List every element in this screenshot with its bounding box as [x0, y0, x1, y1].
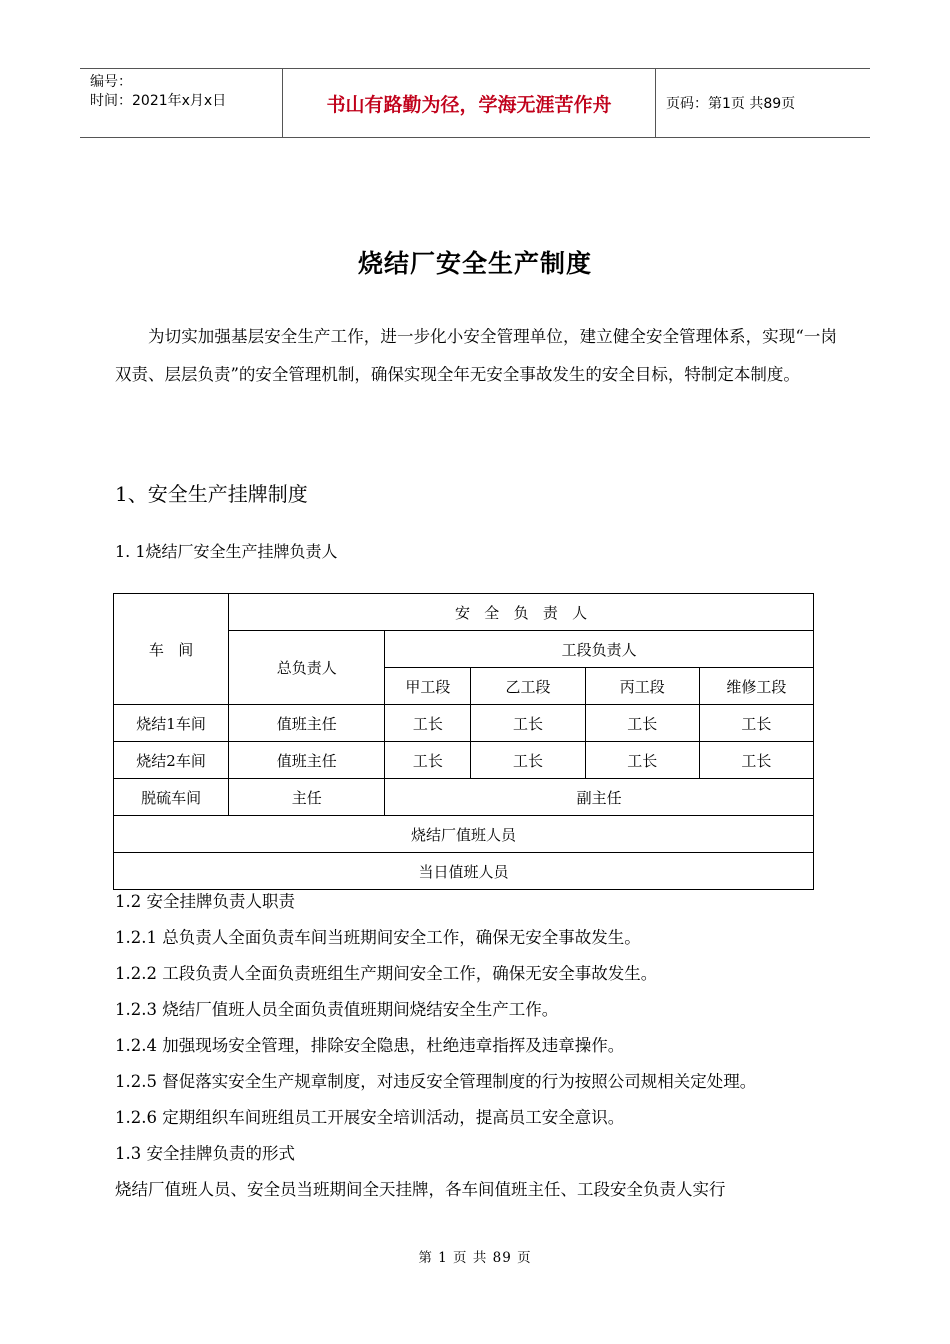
section-heading-1: 1、安全生产挂牌制度: [115, 482, 308, 506]
body-line: 1.2.4 加强现场安全管理，排除安全隐患，杜绝违章指挥及违章操作。: [115, 1036, 625, 1055]
table-row: [114, 779, 814, 816]
row-plant-duty: 烧结厂值班人员: [114, 816, 814, 853]
body-line: 1.2 安全挂牌负责人职责: [115, 892, 295, 911]
row-day-duty: 当日值班人员: [114, 853, 814, 890]
row-cell: 工长: [585, 742, 699, 779]
row-cell: 工长: [699, 705, 813, 742]
header-section-head: 工段负责人: [385, 631, 814, 668]
duty-table: [113, 593, 814, 890]
row-general: 值班主任: [229, 705, 385, 742]
row-general: 主任: [229, 779, 385, 816]
header-section-a: 甲工段: [385, 668, 471, 705]
header-motto: 书山有路勤为径，学海无涯苦作舟: [282, 69, 656, 137]
body-line: 1.3 安全挂牌负责的形式: [115, 1144, 295, 1163]
row-cell: 工长: [699, 742, 813, 779]
header-section-c: 丙工段: [585, 668, 699, 705]
row-cell: 工长: [471, 705, 585, 742]
table-row: [114, 816, 814, 853]
body-line: 1.2.3 烧结厂值班人员全面负责值班期间烧结安全生产工作。: [115, 1000, 559, 1019]
body-line: 1.2.5 督促落实安全生产规章制度，对违反安全管理制度的行为按照公司规相关定处理。: [115, 1072, 757, 1091]
header-meta: [80, 69, 280, 137]
intro-paragraph: 为切实加强基层安全生产工作，进一步化小安全管理单位，建立健全安全管理体系，实现“一岗双责、层层负责”的安全管理机制，确保实现全年无安全事故发生的安全目标，特制定本制度。: [115, 327, 837, 384]
number-label: 编号：: [90, 74, 132, 90]
body-line: 1.2.2 工段负责人全面负责班组生产期间安全工作，确保无安全事故发生。: [115, 964, 658, 983]
row-section: 副主任: [385, 779, 814, 816]
header-safety-head: 安 全 负 责 人: [229, 594, 814, 631]
row-general: 值班主任: [229, 742, 385, 779]
table-row: [114, 705, 814, 742]
header-page-info: 页码：第1页 共89页: [666, 96, 796, 112]
body-line: 烧结厂值班人员、安全员当班期间全天挂牌，各车间值班主任、工段安全负责人实行: [115, 1180, 726, 1199]
row-cell: 工长: [385, 742, 471, 779]
row-workshop: 脱硫车间: [114, 779, 229, 816]
body-lines: [115, 884, 845, 1208]
document-title: 烧结厂安全生产制度: [357, 249, 592, 278]
header-general-head: 总负责人: [229, 631, 385, 705]
body-line: 1.2.1 总负责人全面负责车间当班期间安全工作，确保无安全事故发生。: [115, 928, 641, 947]
row-cell: 工长: [585, 705, 699, 742]
row-workshop: 烧结2车间: [114, 742, 229, 779]
row-cell: 工长: [471, 742, 585, 779]
page-header: [80, 68, 870, 138]
header-section-b: 乙工段: [471, 668, 585, 705]
row-workshop: 烧结1车间: [114, 705, 229, 742]
table-row: [114, 742, 814, 779]
header-section-maint: 维修工段: [699, 668, 813, 705]
body-line: 1.2.6 定期组织车间班组员工开展安全培训活动，提高员工安全意识。: [115, 1108, 625, 1127]
page-footer: 第 1 页 共 89 页: [418, 1250, 532, 1266]
time-label: 时间：2021年x月x日: [90, 93, 227, 109]
header-workshop: 车 间: [114, 594, 229, 705]
row-cell: 工长: [385, 705, 471, 742]
subsection-heading-1-1: 1. 1烧结厂安全生产挂牌负责人: [115, 542, 338, 561]
